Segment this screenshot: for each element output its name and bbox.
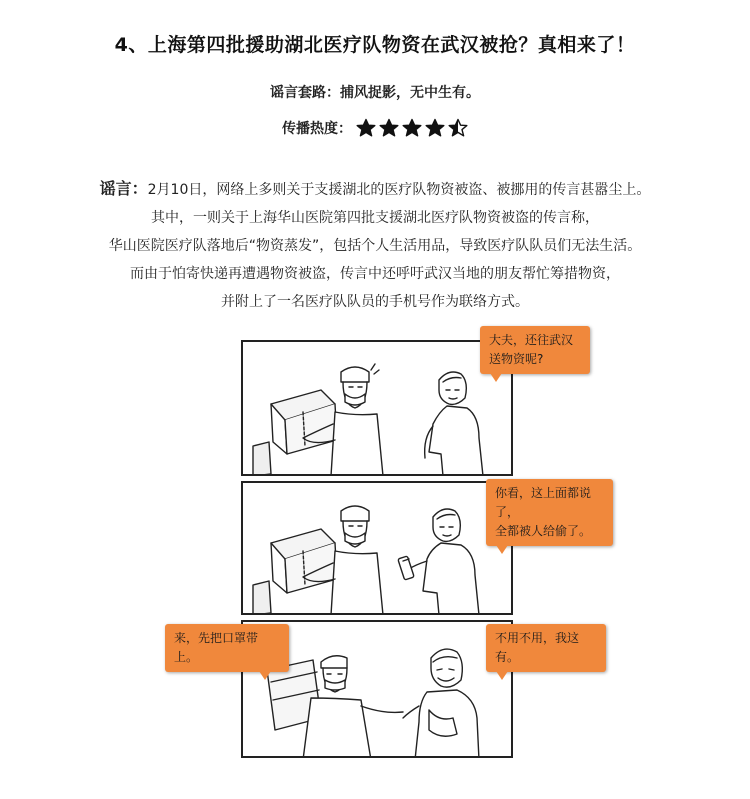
star-rating (356, 118, 468, 138)
speech-bubble-2-line-2: 全都被人给偷了。 (495, 524, 592, 538)
star-icon (356, 118, 376, 138)
speech-bubble-3-line-1: 来，先把口罩带上。 (174, 631, 259, 664)
speech-bubble-1 (480, 326, 590, 374)
spread-heat (0, 118, 750, 138)
star-icon (448, 118, 468, 138)
star-icon (402, 118, 422, 138)
rumor-line-5: 并附上了一名医疗队队员的手机号作为联络方式。 (221, 294, 529, 310)
rumor-pattern-value: 捕风捉影，无中生有。 (340, 85, 480, 101)
rumor-lead: 谣言： (99, 179, 148, 198)
speech-bubble-tail (490, 373, 502, 382)
rumor-text (60, 175, 690, 316)
page-title: 4、上海第四批援助湖北医疗队物资在武汉被抢？真相来了！ (114, 34, 636, 56)
speech-bubble-4-line-1: 不用不用，我这有。 (495, 631, 580, 664)
comic-panel-1 (241, 340, 513, 476)
rumor-line-1: 2月10日，网络上多则关于支援湖北的医疗队物资被盗、被挪用的传言甚嚣尘上。 (147, 182, 651, 198)
spread-heat-label: 传播热度： (282, 121, 352, 137)
comic-panel-2-illustration (243, 483, 513, 615)
speech-bubble-tail (496, 545, 508, 554)
rumor-pattern (0, 82, 750, 102)
speech-bubble-tail (259, 671, 271, 680)
speech-bubble-2-line-1: 你看，这上面都说了， (495, 486, 592, 519)
star-icon (425, 118, 445, 138)
rumor-line-2: 其中，一则关于上海华山医院第四批支援湖北医疗队物资被盗的传言称， (151, 210, 599, 226)
speech-bubble-1-line-2: 送物资呢? (489, 352, 544, 366)
speech-bubble-2 (486, 479, 613, 546)
comic-panel-2 (241, 481, 513, 615)
speech-bubble-1-line-1: 大夫，还往武汉 (489, 333, 574, 347)
speech-bubble-3 (165, 624, 289, 672)
star-icon (379, 118, 399, 138)
rumor-line-3: 华山医院医疗队落地后“物资蒸发”，包括个人生活用品，导致医疗队队员们无法生活。 (108, 238, 642, 254)
rumor-pattern-label: 谣言套路： (270, 85, 340, 101)
speech-bubble-4 (486, 624, 606, 672)
rumor-line-4: 而由于怕寄快递再遭遇物资被盗，传言中还呼吁武汉当地的朋友帮忙筹措物资， (130, 266, 620, 282)
comic-panel-1-illustration (243, 342, 513, 476)
speech-bubble-tail (496, 671, 508, 680)
